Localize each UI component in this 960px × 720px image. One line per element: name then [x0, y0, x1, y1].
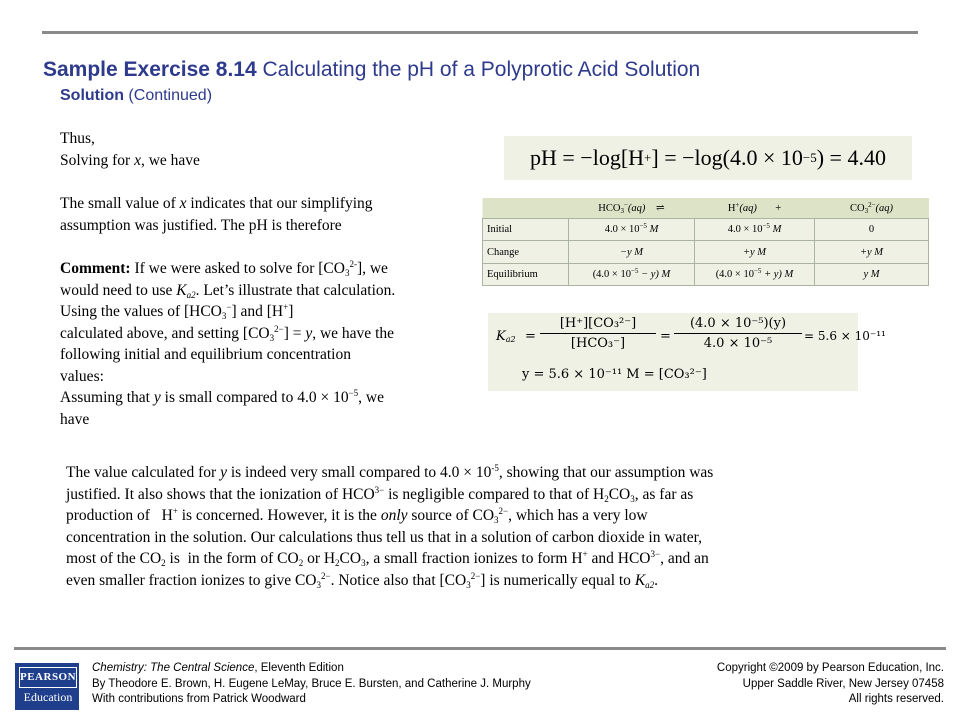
unit: M — [646, 224, 659, 236]
text: , we — [358, 389, 384, 406]
ph-equation: pH = −log[H + ] = −log(4.0 × 10 −5 ) = 4.40 — [504, 136, 912, 180]
para-line-4: concentration in the solution. Our calculations thus tell us that in a solution of carbon dioxide in water, — [66, 528, 703, 546]
text: , a small fraction ionizes to form H — [365, 550, 583, 567]
var-y: y — [305, 324, 313, 342]
text: , we have the — [312, 324, 395, 342]
cell — [569, 219, 695, 241]
text: (4.0 × 10 — [592, 268, 631, 280]
para-line-3 — [66, 505, 866, 527]
var-k: K — [176, 281, 187, 299]
var-y: y — [220, 464, 227, 481]
superscript: −5 — [348, 388, 359, 398]
conclusion-paragraph — [66, 462, 866, 591]
left-explanation — [60, 128, 480, 430]
ice-header-blank — [483, 198, 569, 219]
state: (aq) — [739, 202, 757, 214]
fraction-denominator: [HCO₃⁻] — [570, 336, 626, 351]
text: , and an — [660, 550, 709, 567]
state: (aq) — [627, 203, 646, 215]
text: , which has a very low — [508, 507, 648, 524]
ice-header-reactant — [569, 198, 695, 219]
cell: −y M — [569, 241, 695, 263]
row-label: Change — [483, 241, 569, 263]
text: . Let’s illustrate that calculation. — [195, 281, 396, 299]
fraction-numerator: [H⁺][CO₃²⁻] — [559, 316, 637, 331]
superscript: 2− — [498, 506, 509, 516]
ice-row-change — [483, 241, 929, 263]
text: The small value of — [60, 195, 180, 212]
spacer — [60, 236, 480, 258]
cell — [695, 263, 815, 285]
text: would need to use — [60, 281, 177, 299]
text: CO — [849, 202, 865, 214]
subscript: 3 — [630, 493, 635, 504]
top-divider — [42, 31, 918, 34]
plus-sign: + — [775, 202, 782, 214]
emphasis: only — [380, 507, 408, 524]
cell: +y M — [815, 241, 929, 263]
text: or H — [303, 550, 336, 567]
book-contributors: With contributions from Patrick Woodward — [92, 693, 306, 705]
superscript: −5 — [753, 266, 762, 275]
text: is small compared to 4.0 × 10 — [160, 389, 349, 406]
superscript: + — [172, 506, 178, 516]
text: ] = — [283, 324, 306, 342]
subscript: a2 — [645, 579, 655, 590]
cell: 0 — [815, 219, 929, 241]
row-label: Equilibrium — [483, 263, 569, 285]
address-line: Upper Saddle River, New Jersey 07458 — [742, 677, 944, 690]
text: CO — [608, 485, 631, 503]
text: . Notice also that [CO — [330, 571, 467, 589]
ice-row-initial — [483, 219, 929, 241]
superscript: 2− — [868, 200, 876, 209]
superscript: − — [623, 201, 628, 210]
footer-copyright — [717, 661, 944, 708]
var-y: y — [153, 389, 161, 406]
para-line-2 — [66, 484, 866, 506]
superscript: 2− — [274, 323, 284, 334]
text: ] and [H — [231, 303, 284, 320]
book-title: Chemistry: The Central Science — [92, 662, 255, 674]
text: 4.0 × 10 — [727, 224, 763, 236]
text: justified. It also shows that the ionization of HCO — [66, 485, 375, 503]
subscript: 2 — [335, 558, 340, 568]
subscript: 3 — [864, 206, 869, 215]
small-value-line-2: assumption was justified. The pH is therefore — [60, 216, 342, 234]
bottom-divider — [14, 647, 946, 650]
text: (4.0 × 10 — [715, 268, 754, 280]
text: ] is numerically equal to — [480, 571, 635, 589]
text: + y) M — [761, 268, 794, 280]
thus-line — [60, 128, 480, 150]
text: Thus, — [60, 130, 95, 147]
fraction-denominator: 4.0 × 10⁻⁵ — [703, 336, 773, 351]
superscript: + — [283, 302, 289, 312]
subtitle-bold: Solution — [60, 87, 124, 104]
subscript: 3 — [221, 311, 227, 321]
pearson-logo — [15, 663, 79, 710]
text: Using the values of [HCO — [60, 303, 222, 320]
book-authors: By Theodore E. Brown, H. Eugene LeMay, Bruce E. Bursten, and Catherine J. Murphy — [92, 677, 531, 690]
spacer — [60, 171, 480, 193]
superscript: −5 — [762, 222, 770, 231]
assume-line-2: have — [60, 410, 90, 428]
comment-line-1 — [60, 258, 480, 280]
slide-subtitle — [60, 87, 212, 105]
row-label: Initial — [483, 219, 569, 241]
comment-line-5: following initial and equilibrium concentration — [60, 346, 351, 363]
text: If we were asked to solve for [CO — [130, 260, 345, 277]
ka2-equation — [488, 313, 886, 391]
ice-header-product2 — [815, 198, 929, 219]
var-x: x — [179, 195, 187, 212]
text: ], we — [356, 260, 388, 277]
text: CO — [339, 550, 362, 567]
solving-line — [60, 150, 480, 172]
para-line-6 — [66, 570, 866, 592]
ph-result: ) = 4.40 — [816, 145, 886, 170]
superscript: −5 — [630, 266, 639, 275]
small-value-line-1 — [60, 193, 480, 215]
ice-table — [482, 198, 929, 286]
subscript: 3 — [344, 268, 350, 278]
subscript: 2 — [161, 558, 166, 568]
text: Solving for — [60, 151, 135, 169]
var-k: K — [634, 571, 646, 589]
superscript: − — [226, 302, 232, 312]
superscript: + — [735, 200, 740, 209]
superscript: 2− — [470, 570, 481, 581]
text: and HCO — [587, 550, 651, 567]
superscript: 2− — [321, 570, 331, 581]
text: Assuming that — [60, 389, 154, 406]
cell — [695, 219, 815, 241]
state: (aq) — [875, 202, 894, 214]
para-line-1 — [66, 462, 866, 484]
subscript: a2 — [186, 289, 196, 300]
text: most of the CO — [66, 550, 162, 567]
text: , showing that our assumption was — [498, 464, 714, 481]
text: source of CO — [407, 507, 495, 524]
cell: y M — [815, 263, 929, 285]
book-edition: , Eleventh Edition — [254, 662, 344, 674]
text: indicates that our simplifying — [186, 195, 373, 212]
equilibrium-arrow: ⇌ — [655, 203, 665, 215]
text: , as far as — [634, 485, 694, 503]
superscript: 2- — [349, 259, 357, 269]
text: 4.0 × 10 — [604, 224, 640, 236]
comment-line-2 — [60, 280, 480, 302]
fraction-bar — [674, 333, 802, 334]
text: . — [654, 571, 659, 589]
logo-subtext: Education — [23, 690, 73, 704]
var-k: K — [496, 329, 506, 344]
assume-line-1 — [60, 387, 480, 409]
text: − y) M — [638, 268, 671, 280]
subscript: 3 — [620, 207, 624, 216]
text: is concerned. However, it is the — [177, 507, 381, 524]
comment-line-6: values: — [60, 367, 104, 385]
subscript: 3 — [361, 558, 366, 568]
text: is indeed very small compared to 4.0 × 10 — [226, 464, 492, 481]
ka2-fraction-2 — [674, 316, 802, 351]
ice-header-row — [483, 198, 929, 219]
superscript: -5 — [491, 463, 499, 473]
text: H — [727, 202, 736, 214]
title-text: Calculating the pH of a Polyprotic Acid Solution — [256, 58, 701, 81]
var-x: x — [134, 151, 141, 169]
rights-line: All rights reserved. — [848, 693, 944, 705]
ka2-fraction-1 — [540, 316, 656, 351]
equals-sign: = — [660, 329, 671, 344]
text: production of H — [66, 507, 173, 524]
book-title-line — [92, 661, 531, 677]
subscript: a2 — [505, 335, 516, 344]
superscript: 3− — [650, 549, 661, 559]
text: is negligible compared to that of H — [384, 485, 605, 503]
cell: +y M — [695, 241, 815, 263]
para-line-5 — [66, 548, 866, 570]
subscript: 3 — [466, 579, 471, 590]
fraction-numerator: (4.0 × 10⁻⁵)(y) — [689, 316, 787, 331]
text: , we have — [140, 151, 200, 169]
ice-header-product1 — [695, 198, 815, 219]
text: HCO — [598, 203, 621, 215]
subtitle-rest: (Continued) — [123, 87, 213, 104]
ka2-lhs — [496, 329, 516, 344]
subscript: 2 — [604, 493, 609, 504]
text: even smaller fraction ionizes to give CO — [66, 571, 317, 589]
superscript: 3− — [374, 484, 385, 495]
superscript: −5 — [639, 222, 647, 231]
text: The value calculated for — [66, 464, 221, 481]
text: ] — [288, 303, 294, 320]
footer-book-info — [92, 661, 531, 708]
copyright-line: Copyright ©2009 by Pearson Education, Inc. — [716, 662, 944, 674]
equals-sign: = — [525, 329, 536, 344]
comment-line-3 — [60, 301, 480, 323]
cell — [569, 263, 695, 285]
text: calculated above, and setting [CO — [60, 324, 270, 342]
title-exercise-number: Sample Exercise 8.14 — [43, 58, 257, 81]
ka2-result: = 5.6 × 10⁻¹¹ — [804, 329, 886, 343]
text: is in the form of CO — [165, 550, 299, 567]
unit: M — [769, 224, 782, 236]
subscript: 3 — [494, 515, 499, 525]
ph-lhs: pH = −log[H — [530, 145, 645, 170]
comment-line-4 — [60, 323, 480, 345]
ph-mid: ] = −log(4.0 × 10 — [651, 145, 803, 170]
subscript: 3 — [269, 332, 275, 343]
fraction-bar — [540, 333, 656, 334]
ice-row-equilibrium — [483, 263, 929, 285]
subscript: 2 — [298, 558, 304, 568]
y-result-line: y = 5.6 × 10⁻¹¹ M = [CO₃²⁻] — [522, 367, 707, 382]
comment-label: Comment: — [60, 260, 131, 277]
superscript: + — [582, 549, 588, 559]
logo-wordmark: PEARSON — [19, 667, 77, 688]
slide-title — [43, 58, 700, 82]
subscript: 3 — [316, 579, 322, 590]
